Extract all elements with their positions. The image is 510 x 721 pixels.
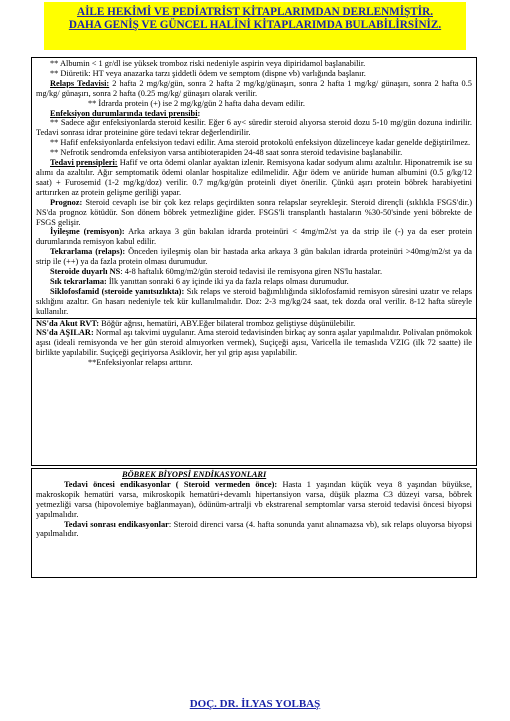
acute-rvt-text: Böğür ağrısı, hematüri, ABY.Eğer bilateral tromboz geliştiyse düşünülebilir.: [99, 318, 356, 328]
cyclophosphamide-label: Siklofosfamid (steroide yanıtsızlıkta):: [50, 286, 185, 296]
cyclophosphamide: [36, 287, 472, 317]
vaccines-label: NS'da AŞILAR:: [36, 328, 94, 338]
relapse-treatment-text: 2 hafta 2 mg/kg/gün, sonra 2 hafta 2 mg/kg/günaşırı, sonra 2 hafta 1 mg/kg/ günaşırı, sonra 2 hafta 0.5 mg/kg/ günaşırı, sonra 2 hafta (0.25 mg/kg/ günaşırı olarak verilir.: [36, 78, 472, 98]
remission-text: Arka arkaya 3 gün bakılan idrarda proteinüri < 4mg/m2/st ya da strip ile (-) ya da eser protein durumlarında remisyon kabul edilir.: [36, 227, 472, 247]
banner-line-1: AİLE HEKİMİ VE PEDİATRİST KİTAPLARIMDAN DERLENMİŞTİR.: [77, 6, 433, 18]
antibiotherapy-note: ** Nefrotik sendromda enfeksiyon varsa antibioterapiden 24-48 saat sonra steroid tedavisine başlanabilir.: [50, 148, 403, 158]
post-treatment-text: : Steroid direnci varsa (4. hafta sonunda yanıt alınamazsa vb), sık relaps oluyorsa biyopsi yapılmalıdır.: [36, 519, 473, 539]
prognosis: [36, 198, 472, 228]
treatment-principles-text: Hafif ve orta ödemi olanlar ayaktan izlenir. Remisyona kadar sodyum alımı azaltılır. Hiponatremik ise su alımı da azaltılır. Ağır semptomatik ödemi olanlar hospitalize edilmelidir. Ağır ödem ve anüride human albumini (0.5 g/kg/12 saat) + Furosemid (1-2 mg/kg/doz) verilir. 0.7 mg/kg/gün proteinli diyet önerilir. Çünkü aşırı protein böbrek harabiyetini arttırırken az protein gelişme geriliği yapar.: [36, 158, 472, 197]
pre-treatment-label: Tedavi öncesi endikasyonlar: [64, 479, 171, 489]
diuretic-note: ** Diüretik: HT veya anazarka tarzı şiddetli ödem ve semptom (dispne vb) varlığında başlanır.: [50, 68, 366, 78]
albumin-note: ** Albumin < 1 gr/dl ise yüksek tromboz riski nedeniyle aspirin veya dipiridamol başlanabilir.: [50, 59, 366, 68]
infection-principle-heading: [36, 109, 472, 119]
vaccines-text: Normal aşı takvimi uygulanır. Ama steroid tedavisinden birkaç ay sonra aşılar yapılmalıdır. Polivalan pnömokok aşısı (ideali remisyonda ve her gün steroid almıyorken vermek), Suçiçeği aşısı, Varicella ile temaslıda VZIG (ilk 72 saatte) ile birlikte yapılabilir. Suçiçeği geçiriyorsa Asiklovir, her yıl grip aşısı yapılabilir.: [36, 328, 472, 358]
pre-treatment-indications: [36, 480, 472, 520]
severe-infection-note: ** Sadece ağır enfeksiyonlarda steroid kesilir. Eğer 6 ay< süredir steroid alıyorsa steroid dozu 5-10 mg/gün dozuna indirilir. Tedavi sonrası idrar proteinine göre tedavi tekrar değerlendirilir.: [36, 118, 472, 138]
remission-label: İyileşme (remisyon):: [50, 227, 125, 237]
relapse-treatment-label: Relaps Tedavisi:: [50, 78, 110, 88]
author-signature: DOÇ. DR. İLYAS YOLBAŞ: [189, 698, 321, 710]
main-content-box: [31, 57, 477, 466]
infection-principle-colon: :: [197, 108, 201, 118]
biopsy-title: BÖBREK BİYOPSİ ENDİKASYONLARI: [122, 470, 267, 479]
steroid-sensitive-label: Steroide duyarlı NS: [50, 267, 121, 277]
pre-treatment-label-2: ( Steroid vermeden önce):: [170, 479, 278, 489]
relapse-treatment: [36, 79, 472, 99]
frequent-relapse-text: İlk yanıttan sonraki 6 ay içinde iki ya da fazla relaps olması durumudur.: [106, 276, 349, 286]
urine-protein-note: ** İdrarda protein (+) ise 2 mg/kg/gün 2 hafta daha devam edilir.: [88, 98, 305, 108]
prognosis-text: Steroid cevaplı ise bir çok kez relaps geçirdikten sonra relapslar seyrekleşir. Steroid dirençli (sıklıkla FSGS'dir.) NS'da prognoz kötüdür. Son dönem böbrek yetmezliğine gider. FSGS'li transplantlı hastaların %30-50'sinde yeni böbrekte de FSGS gelişir.: [36, 197, 472, 227]
acute-rvt: [36, 319, 472, 329]
post-treatment-indications: [36, 520, 472, 540]
relapse-definition: [36, 247, 472, 267]
acute-rvt-label: NS'da Akut RVT:: [36, 318, 100, 328]
frequent-relapse-label: Sık tekrarlama:: [50, 276, 107, 286]
pre-treatment-text: Hasta 1 yaşından küçük veya 8 yaşından büyükse, makroskopik hematüri varsa, mikroskopik hematüri+devamlı hipertansiyon varsa, düşük plazma C3 düzeyi varsa, böbrek yetmezliği varsa (hipovolemiye bağlanmayan), ödünüm-artralji vb ekstrarenal semptomlar varsa steroid tedavisi öncesi biyopsi yapılmalıdır.: [36, 479, 473, 519]
infection-principle-label: Enfeksiyon durumlarında tedavi prensibi: [50, 108, 198, 118]
relapse-definition-label: Tekrarlama (relaps):: [50, 247, 126, 257]
cyclophosphamide-text: Sık relaps ve steroid bağımlılığında siklofosfamid remisyon süresini uzatır ve relaps sıklığını azaltır. Gn hasarı nedeniyle tek kür kullanılmalıdır. Doz: 2-3 mg/kg/24 saat, tek dozda oral verilir. 8-12 hafta süreyle kullanılır.: [36, 286, 472, 316]
relapse-definition-text: Önceden iyileşmiş olan bir hastada arka arkaya 3 gün bakılan idrarda proteinüri >40mg/m2/st ya da strip ile (++) ya da fazla protein olması durumudur.: [36, 247, 472, 267]
post-treatment-label: Tedavi sonrası endikasyonlar: [64, 519, 169, 529]
biopsy-indications-box: [31, 468, 477, 578]
header-banner: [44, 2, 466, 50]
treatment-principles-label: Tedavi prensipleri:: [50, 158, 118, 168]
remission: [36, 227, 472, 247]
banner-line-2: DAHA GENİŞ VE GÜNCEL HALİNİ KİTAPLARIMDA BULABİLİRSİNİZ.: [68, 19, 442, 31]
treatment-principles: [36, 158, 472, 198]
steroid-sensitive-ns: [36, 267, 472, 277]
steroid-sensitive-text: : 4-8 haftalık 60mg/m2/gün steroid tedavisi ile remisyona giren NS'lu hastalar.: [120, 267, 383, 277]
vaccines: [36, 328, 472, 358]
mild-infection-note: ** Hafif enfeksiyonlarda enfeksiyon tedavi edilir. Ama steroid protokolü enfeksiyon düzelinceye kadar genelde değiştirilmez.: [50, 138, 471, 148]
infection-relapse-note: **Enfeksiyonlar relapsı arttırır.: [88, 358, 193, 368]
prognosis-label: Prognoz:: [50, 197, 83, 207]
frequent-relapse: [36, 277, 472, 287]
